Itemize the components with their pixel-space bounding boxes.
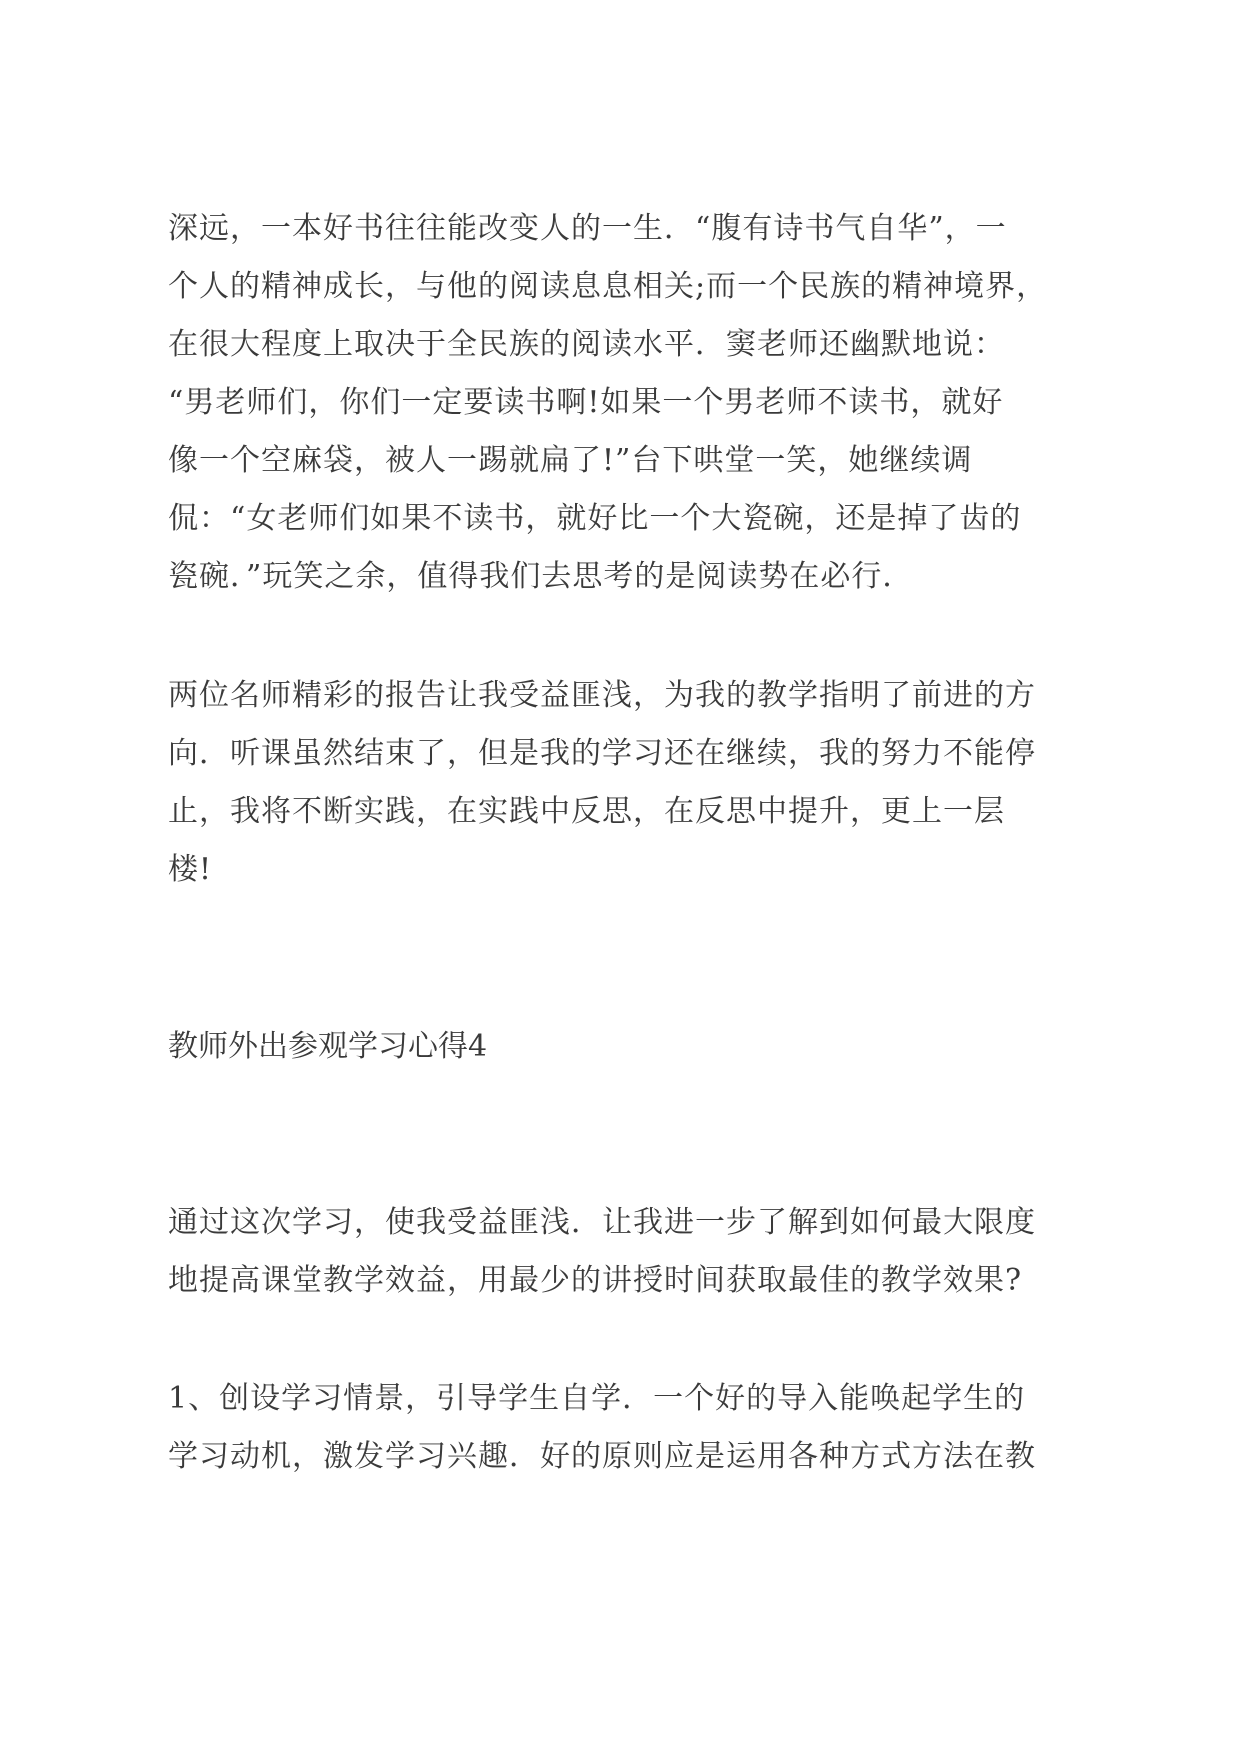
text-line: 侃：“女老师们如果不读书，就好比一个大瓷碗，还是掉了齿的 (168, 501, 1022, 536)
text-line: 深远，一本好书往往能改变人的一生．“腹有诗书气自华”，一 (168, 211, 1007, 246)
text-line: 在很大程度上取决于全民族的阅读水平．窦老师还幽默地说： (168, 327, 1005, 362)
text-line: 个人的精神成长，与他的阅读息息相关;而一个民族的精神境界， (168, 269, 1048, 304)
text-line: 1、创设学习情景，引导学生自学．一个好的导入能唤起学生的 (168, 1381, 1026, 1416)
text-line: 两位名师精彩的报告让我受益匪浅，为我的教学指明了前进的方 (168, 678, 1036, 713)
heading-text: 教师外出参观学习心得4 (168, 1029, 488, 1064)
paragraph-point-one (168, 1370, 1098, 1486)
text-line: 瓷碗．”玩笑之余，值得我们去思考的是阅读势在必行． (168, 559, 914, 594)
text-line: 通过这次学习，使我受益匪浅．让我进一步了解到如何最大限度 (168, 1205, 1036, 1240)
text-line: “男老师们，你们一定要读书啊!如果一个男老师不读书，就好 (168, 385, 1004, 420)
text-line: 学习动机，激发学习兴趣．好的原则应是运用各种方式方法在教 (168, 1439, 1036, 1474)
paragraph-reflection (168, 667, 1098, 899)
text-line: 像一个空麻袋，被人一踢就扁了!”台下哄堂一笑，她继续调 (168, 443, 973, 478)
paragraph-reading-importance (168, 200, 1098, 606)
text-line: 地提高课堂教学效益，用最少的讲授时间获取最佳的教学效果? (168, 1263, 1023, 1298)
text-line: 向．听课虽然结束了，但是我的学习还在继续，我的努力不能停 (168, 736, 1036, 771)
paragraph-learning-summary (168, 1194, 1098, 1310)
text-line: 楼! (168, 852, 213, 887)
section-heading (168, 1018, 1098, 1076)
text-line: 止，我将不断实践，在实践中反思，在反思中提升，更上一层 (168, 794, 1005, 829)
